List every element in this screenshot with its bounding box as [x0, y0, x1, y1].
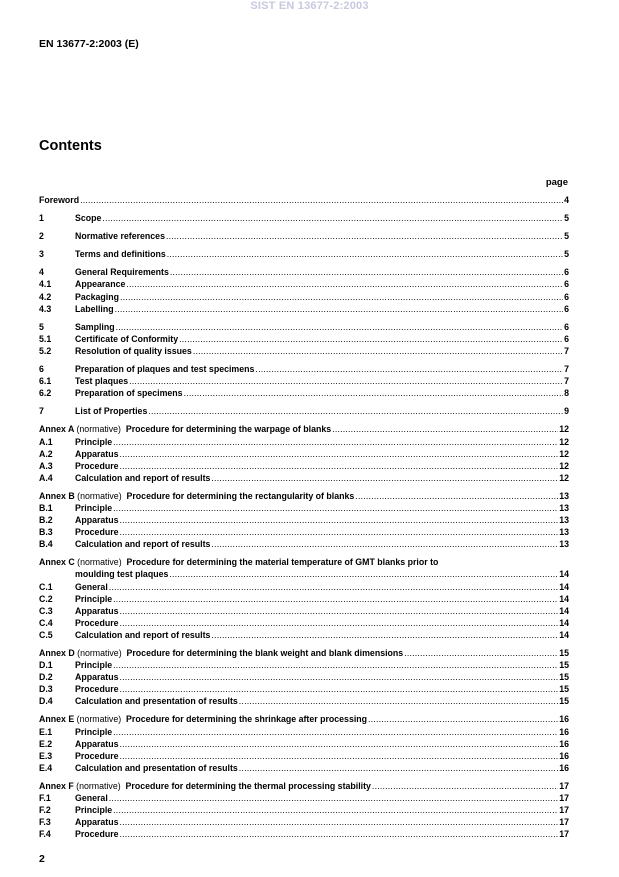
leader-dots [120, 605, 559, 617]
toc-entry-number: 4.1 [39, 279, 52, 290]
toc-entry[interactable] [39, 321, 569, 333]
toc-entry-title: Appearance [75, 279, 126, 290]
leader-dots [120, 526, 559, 538]
toc-entry[interactable] [39, 816, 569, 828]
toc-entry[interactable] [39, 738, 569, 750]
toc-entry-title: Procedure [75, 829, 119, 840]
toc-entry-page: 16 [559, 714, 569, 725]
toc-entry-title: List of Properties [75, 406, 148, 417]
toc-entry[interactable] [39, 713, 569, 725]
toc-entry-title [39, 780, 372, 792]
leader-dots [126, 278, 563, 290]
toc-entry-title: Principle [75, 726, 113, 737]
toc-entry-number: C.1 [39, 581, 53, 592]
toc-entry-page: 15 [559, 696, 569, 707]
leader-dots [239, 762, 558, 774]
leader-dots [120, 750, 559, 762]
toc-entry-title: Certificate of Conformity [75, 333, 179, 344]
toc-entry-title: Preparation of plaques and test specimens [75, 364, 255, 375]
toc-entry-number: D.4 [39, 696, 53, 707]
toc-entry-number: B.1 [39, 502, 53, 513]
leader-dots [179, 333, 563, 345]
leader-dots [211, 629, 558, 641]
annex-title: Procedure for determining the thermal processing stability [125, 780, 371, 791]
toc-entry[interactable] [39, 556, 569, 568]
leader-dots [113, 593, 558, 605]
toc-entry-page: 14 [559, 605, 569, 616]
toc-entry[interactable] [39, 792, 569, 804]
toc-entry-page: 9 [564, 406, 569, 417]
toc-entry-page: 5 [564, 231, 569, 242]
toc-entry-title: Terms and definitions [75, 249, 166, 260]
toc-entry-number: 6 [39, 364, 44, 375]
leader-dots [129, 375, 563, 387]
toc-entry-title [39, 490, 355, 502]
toc-entry-page: 14 [559, 593, 569, 604]
toc-entry[interactable] [39, 514, 569, 526]
leader-dots [109, 581, 558, 593]
toc-entry-page: 15 [559, 672, 569, 683]
toc-entry-page: 12 [559, 424, 569, 435]
toc-entry-number: C.2 [39, 593, 53, 604]
toc-entry-title: Resolution of quality issues [75, 345, 192, 356]
toc-entry-page: 16 [559, 762, 569, 773]
toc-entry-continuation[interactable] [39, 568, 569, 580]
toc-entry-title: Scope [75, 213, 102, 224]
leader-dots [113, 436, 558, 448]
annex-normative: (normative) [76, 780, 121, 791]
page-column-header: page [545, 177, 568, 188]
toc-entry-title: Apparatus [75, 817, 119, 828]
annex-label: Annex D [39, 648, 75, 658]
toc-entry-number: F.2 [39, 805, 51, 816]
toc-entry-page: 14 [559, 629, 569, 640]
toc-entry-title: Procedure [75, 750, 119, 761]
toc-entry-number: C.5 [39, 629, 53, 640]
toc-entry-page: 13 [559, 539, 569, 550]
toc-entry-number: F.3 [39, 817, 51, 828]
toc-entry-page: 15 [559, 648, 569, 658]
toc-entry-title: Principle [75, 660, 113, 671]
toc-entry[interactable] [39, 538, 569, 550]
toc-entry[interactable] [39, 230, 569, 242]
toc-entry-title [39, 713, 368, 725]
leader-dots [120, 460, 559, 472]
toc-entry-title: Principle [75, 593, 113, 604]
toc-entry-title: Test plaques [75, 376, 129, 387]
toc-entry[interactable] [39, 472, 569, 484]
toc-entry-page: 17 [559, 817, 569, 828]
leader-dots [255, 363, 563, 375]
leader-dots [239, 695, 558, 707]
toc-entry[interactable] [39, 502, 569, 514]
toc-entry-number: 6.2 [39, 388, 52, 399]
toc-entry-page: 12 [559, 436, 569, 447]
toc-entry-number: F.1 [39, 793, 51, 804]
page-title: Contents [39, 138, 102, 154]
toc-entry-number: D.2 [39, 672, 53, 683]
annex-label: Annex C [39, 557, 75, 568]
annex-normative: (normative) [77, 557, 122, 568]
toc-entry[interactable] [39, 683, 569, 695]
toc-entry-title: Calculation and presentation of results [75, 762, 238, 773]
toc-entry-title: Procedure [75, 527, 119, 538]
leader-dots [193, 345, 563, 357]
toc-entry-page: 6 [564, 303, 569, 314]
toc-entry[interactable] [39, 248, 569, 260]
leader-dots [120, 816, 559, 828]
toc-entry[interactable] [39, 436, 569, 448]
toc-entry-number: D.3 [39, 684, 53, 695]
toc-entry-page: 7 [564, 364, 569, 375]
toc-entry[interactable] [39, 303, 569, 315]
watermark: SIST EN 13677-2:2003 [250, 0, 369, 12]
annex-label: Annex F [39, 780, 74, 791]
leader-dots [120, 828, 559, 840]
leader-dots [148, 405, 563, 417]
toc-entry-page: 14 [559, 569, 569, 580]
toc-entry-number: E.4 [39, 762, 53, 773]
toc-entry[interactable] [39, 804, 569, 816]
toc-entry[interactable] [39, 750, 569, 762]
toc-entry[interactable] [39, 605, 569, 617]
toc-entry-page: 13 [559, 490, 569, 501]
toc-entry[interactable] [39, 593, 569, 605]
toc-entry-number: B.2 [39, 515, 53, 526]
page-number: 2 [39, 853, 45, 865]
toc-entry-title: Calculation and report of results [75, 539, 211, 550]
toc-entry[interactable] [39, 278, 569, 290]
annex-label: Annex A [39, 424, 75, 435]
leader-dots [113, 659, 558, 671]
annex-label: Annex E [39, 714, 75, 725]
leader-dots [102, 212, 563, 224]
toc-entry-title: Procedure [75, 684, 119, 695]
toc-entry-number: 5 [39, 321, 44, 332]
toc-entry-title: Apparatus [75, 515, 119, 526]
document-id: EN 13677-2:2003 (E) [39, 38, 139, 50]
toc-entry-title: Principle [75, 436, 113, 447]
toc-entry-page: 14 [559, 617, 569, 628]
toc-entry-title: Procedure [75, 617, 119, 628]
annex-title: Procedure for determining the blank weight and blank dimensions [126, 648, 404, 658]
leader-dots [169, 568, 558, 580]
toc-entry-page: 6 [564, 333, 569, 344]
toc-entry-page: 5 [564, 249, 569, 260]
toc-entry[interactable] [39, 194, 569, 206]
toc-entry-number: 5.2 [39, 345, 52, 356]
toc-entry[interactable] [39, 581, 569, 593]
toc-entry[interactable] [39, 212, 569, 224]
toc-entry[interactable] [39, 828, 569, 840]
leader-dots [120, 671, 559, 683]
toc-entry-number: 6.1 [39, 376, 52, 387]
toc-entry[interactable] [39, 387, 569, 399]
leader-dots [404, 647, 558, 659]
toc-entry-page: 13 [559, 515, 569, 526]
toc-entry-title: Sampling [75, 321, 115, 332]
leader-dots [116, 321, 564, 333]
toc-entry-page: 6 [564, 321, 569, 332]
toc-entry-page: 7 [564, 376, 569, 387]
annex-normative: (normative) [77, 490, 122, 501]
toc-entry-number: D.1 [39, 660, 53, 671]
leader-dots [113, 502, 558, 514]
toc-entry-page: 16 [559, 750, 569, 761]
toc-entry-page: 16 [559, 726, 569, 737]
toc-entry-number: A.2 [39, 448, 53, 459]
toc-entry-page: 16 [559, 738, 569, 749]
toc-entry-page: 6 [564, 267, 569, 278]
toc-entry-page: 17 [559, 793, 569, 804]
toc-entry[interactable] [39, 659, 569, 671]
toc-entry[interactable] [39, 375, 569, 387]
toc-entry[interactable] [39, 726, 569, 738]
toc-entry-page: 15 [559, 660, 569, 671]
toc-entry-number: B.4 [39, 539, 53, 550]
toc-entry-title-continued: moulding test plaques [75, 569, 169, 580]
toc-entry-number: C.3 [39, 605, 53, 616]
toc-entry[interactable] [39, 460, 569, 472]
toc-entry-title: Foreword [39, 195, 80, 205]
toc-entry-number: F.4 [39, 829, 51, 840]
leader-dots [170, 266, 563, 278]
toc-entry-number: A.1 [39, 436, 53, 447]
toc-entry-title [39, 647, 404, 659]
toc-entry-number: 4 [39, 267, 44, 278]
leader-dots [113, 804, 558, 816]
toc-entry-title [39, 423, 332, 435]
toc-entry[interactable] [39, 423, 569, 435]
leader-dots [115, 303, 563, 315]
toc-entry[interactable] [39, 762, 569, 774]
annex-title: Procedure for determining the rectangularity of blanks [126, 490, 355, 501]
annex-title: Procedure for determining the material temperature of GMT blanks prior to [126, 557, 439, 568]
toc-entry-page: 13 [559, 527, 569, 538]
leader-dots [109, 792, 558, 804]
toc-entry-page: 12 [559, 472, 569, 483]
toc-entry-title: General [75, 793, 108, 804]
toc-entry-title: Labelling [75, 303, 114, 314]
annex-title: Procedure for determining the shrinkage after processing [126, 714, 368, 725]
toc-entry-title: Apparatus [75, 448, 119, 459]
leader-dots [80, 194, 563, 206]
toc-entry[interactable] [39, 333, 569, 345]
toc-entry-page: 4 [564, 195, 569, 205]
toc-entry-page: 17 [559, 780, 569, 791]
toc-entry-page: 6 [564, 279, 569, 290]
toc-entry-number: 4.3 [39, 303, 52, 314]
leader-dots [372, 780, 558, 792]
toc-entry[interactable] [39, 405, 569, 417]
toc-entry[interactable] [39, 629, 569, 641]
toc-entry-number: A.4 [39, 472, 53, 483]
toc-entry-title: Packaging [75, 291, 120, 302]
leader-dots [355, 490, 558, 502]
toc-entry-page: 15 [559, 684, 569, 695]
toc-entry-number: 2 [39, 231, 44, 242]
toc-entry-number: E.3 [39, 750, 53, 761]
leader-dots [211, 472, 558, 484]
leader-dots [166, 230, 563, 242]
toc-entry-title: Normative references [75, 231, 165, 242]
toc-entry-title: Apparatus [75, 738, 119, 749]
toc-entry[interactable] [39, 695, 569, 707]
toc-entry[interactable] [39, 291, 569, 303]
toc-entry[interactable] [39, 266, 569, 278]
toc-entry[interactable] [39, 647, 569, 659]
toc-entry-page: 17 [559, 805, 569, 816]
leader-dots [113, 726, 558, 738]
toc-entry[interactable] [39, 448, 569, 460]
toc-entry-title: Calculation and report of results [75, 472, 211, 483]
toc-entry-page: 7 [564, 345, 569, 356]
annex-normative: (normative) [76, 714, 122, 725]
leader-dots [184, 387, 564, 399]
toc-entry-page: 8 [564, 388, 569, 399]
toc-entry-number: A.3 [39, 460, 53, 471]
table-of-contents [39, 194, 569, 840]
toc-entry-number: 1 [39, 213, 44, 224]
toc-entry-title: Apparatus [75, 672, 119, 683]
leader-dots [120, 291, 563, 303]
toc-entry[interactable] [39, 617, 569, 629]
annex-label: Annex B [39, 490, 75, 501]
leader-dots [120, 683, 559, 695]
toc-entry-page: 12 [559, 448, 569, 459]
toc-entry-number: 5.1 [39, 333, 52, 344]
toc-entry-number: B.3 [39, 527, 53, 538]
toc-entry-title: General Requirements [75, 267, 169, 278]
leader-dots [120, 617, 559, 629]
toc-entry-number: E.1 [39, 726, 53, 737]
leader-dots [368, 713, 558, 725]
toc-entry-number: C.4 [39, 617, 53, 628]
toc-entry-page: 13 [559, 502, 569, 513]
toc-entry[interactable] [39, 490, 569, 502]
toc-entry-number: 7 [39, 406, 44, 417]
leader-dots [120, 514, 559, 526]
toc-entry-title: Principle [75, 502, 113, 513]
toc-entry-title [39, 556, 439, 568]
leader-dots [120, 448, 559, 460]
leader-dots [120, 738, 559, 750]
toc-entry-title: General [75, 581, 108, 592]
toc-entry[interactable] [39, 780, 569, 792]
toc-entry-title: Preparation of specimens [75, 388, 183, 399]
toc-entry-number: E.2 [39, 738, 53, 749]
toc-entry-number: 4.2 [39, 291, 52, 302]
toc-entry[interactable] [39, 671, 569, 683]
toc-entry[interactable] [39, 363, 569, 375]
toc-entry-title: Procedure [75, 460, 119, 471]
leader-dots [167, 248, 563, 260]
toc-entry-page: 14 [559, 581, 569, 592]
leader-dots [332, 423, 558, 435]
toc-entry-page: 5 [564, 213, 569, 224]
toc-entry-page: 17 [559, 829, 569, 840]
toc-entry-title: Calculation and presentation of results [75, 696, 238, 707]
annex-normative: (normative) [76, 424, 121, 435]
toc-entry[interactable] [39, 526, 569, 538]
toc-entry[interactable] [39, 345, 569, 357]
toc-entry-page: 6 [564, 291, 569, 302]
annex-normative: (normative) [77, 648, 122, 658]
toc-entry-number: 3 [39, 249, 44, 260]
toc-entry-page: 12 [559, 460, 569, 471]
annex-title: Procedure for determining the warpage of blanks [125, 424, 332, 435]
toc-entry-title: Principle [75, 805, 113, 816]
leader-dots [211, 538, 558, 550]
toc-entry-title: Apparatus [75, 605, 119, 616]
toc-entry-title: Calculation and report of results [75, 629, 211, 640]
